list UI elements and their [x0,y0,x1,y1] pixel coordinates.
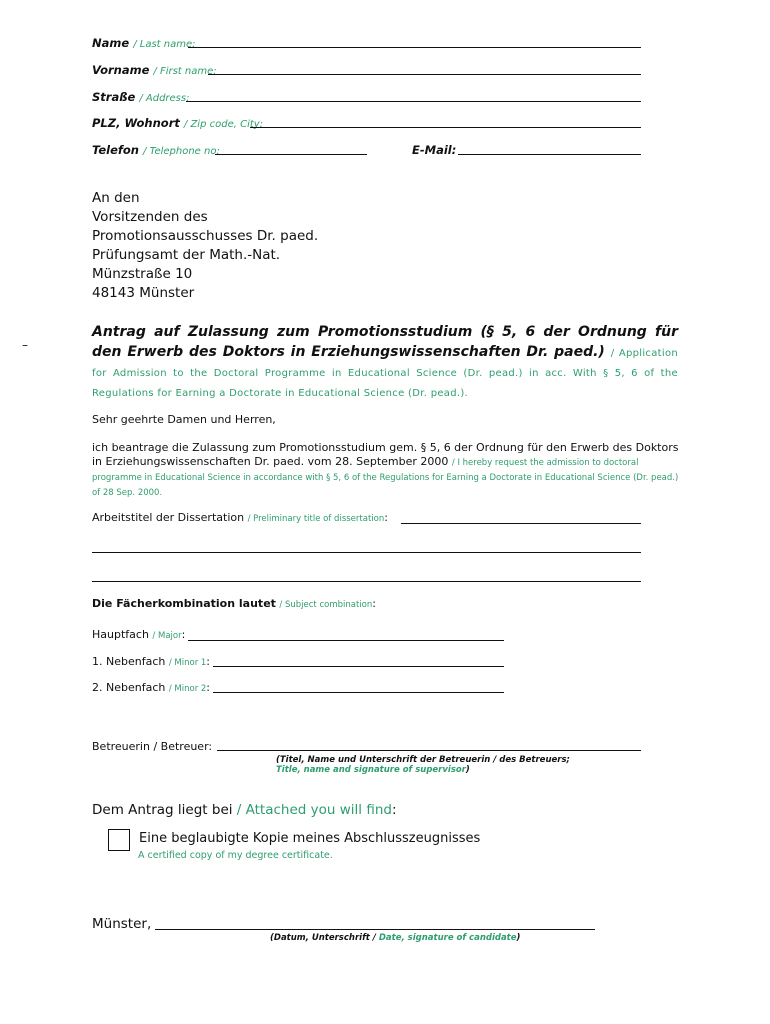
name-field-label: Name / Last name: [92,36,196,50]
candidate-signature-line[interactable] [155,929,595,930]
subjects-heading: Die Fächerkombination lautet / Subject combination: [92,597,376,610]
certified-copy-checkbox[interactable] [108,829,130,851]
address-line: Münzstraße 10 [92,266,193,282]
minor1-input-line[interactable] [213,666,504,667]
minor1-label: 1. Nebenfach / Minor 1: [92,655,211,668]
signature-place: Münster, [92,916,152,932]
address-line: Promotionsausschusses Dr. paed. [92,228,319,244]
request-paragraph [92,441,679,500]
address-line: An den [92,190,140,206]
attachment-label: Dem Antrag liegt bei / Attached you will find: [92,802,397,818]
strasse-field-label: Straße / Address: [92,90,190,104]
major-label: Hauptfach / Major: [92,628,186,641]
attachment-item-en: A certified copy of my degree certificate. [138,850,333,861]
vorname-input-line[interactable] [208,74,641,75]
vorname-field-label: Vorname / First name: [92,63,217,77]
salutation: Sehr geehrte Damen und Herren, [92,413,276,426]
title-en: / Application for Admission to the Doctoral Programme in Educational Science (Dr. pead.) in acc. With § 5, 6 of the Regulations for Earning a Doctorate in Educational Science (Dr. pead.). [92,348,679,399]
request-de: ich beantrage die Zulassung zum Promotionsstudium gem. § 5, 6 der Ordnung für den Erwerb des Doktors in Erziehungswissenschaften Dr. paed. vom 28. September 2000 [92,441,679,468]
request-en: / I hereby request the admission to doctoral programme in Educational Science in accordance with § 5, 6 of the Regulations for Earning a Doctorate in Educational Science (Dr. pead.) of 28 Sep. 2000. [92,458,679,498]
dissertation-input-line-2[interactable] [92,552,641,553]
email-field-label: E-Mail: [412,143,457,157]
application-title [92,322,678,402]
email-input-line[interactable] [458,154,641,155]
supervisor-label: Betreuerin / Betreuer: [92,740,213,753]
plz-input-line[interactable] [250,127,641,128]
minor2-input-line[interactable] [213,692,504,693]
margin-mark: – [22,338,28,352]
supervisor-signature-line[interactable] [217,750,641,751]
minor2-label: 2. Nebenfach / Minor 2: [92,681,211,694]
attachment-item-label: Eine beglaubigte Kopie meines Abschlusszeugnisses [139,831,481,846]
supervisor-note: (Titel, Name und Unterschrift der Betreuerin / des Betreuers; Title, name and signature of supervisor) [276,755,570,775]
major-input-line[interactable] [188,640,504,641]
name-input-line[interactable] [188,47,641,48]
address-line: Prüfungsamt der Math.-Nat. [92,247,281,263]
address-line: Vorsitzenden des [92,209,208,225]
address-line: 48143 Münster [92,285,195,301]
title-de: Antrag auf Zulassung zum Promotionsstudium (§ 5, 6 der Ordnung für den Erwerb des Doktors in Erziehungswissenschaften Dr. paed.) [92,324,678,360]
dissertation-input-line[interactable] [401,523,641,524]
telefon-input-line[interactable] [215,154,367,155]
telefon-field-label: Telefon / Telephone no: [92,143,220,157]
dissertation-label: Arbeitstitel der Dissertation / Preliminary title of dissertation: [92,511,388,524]
strasse-input-line[interactable] [186,101,641,102]
signature-note: (Datum, Unterschrift / Date, signature of candidate) [270,933,521,943]
recipient-address [92,189,318,303]
plz-field-label: PLZ, Wohnort / Zip code, City: [92,116,264,130]
dissertation-input-line-3[interactable] [92,581,641,582]
